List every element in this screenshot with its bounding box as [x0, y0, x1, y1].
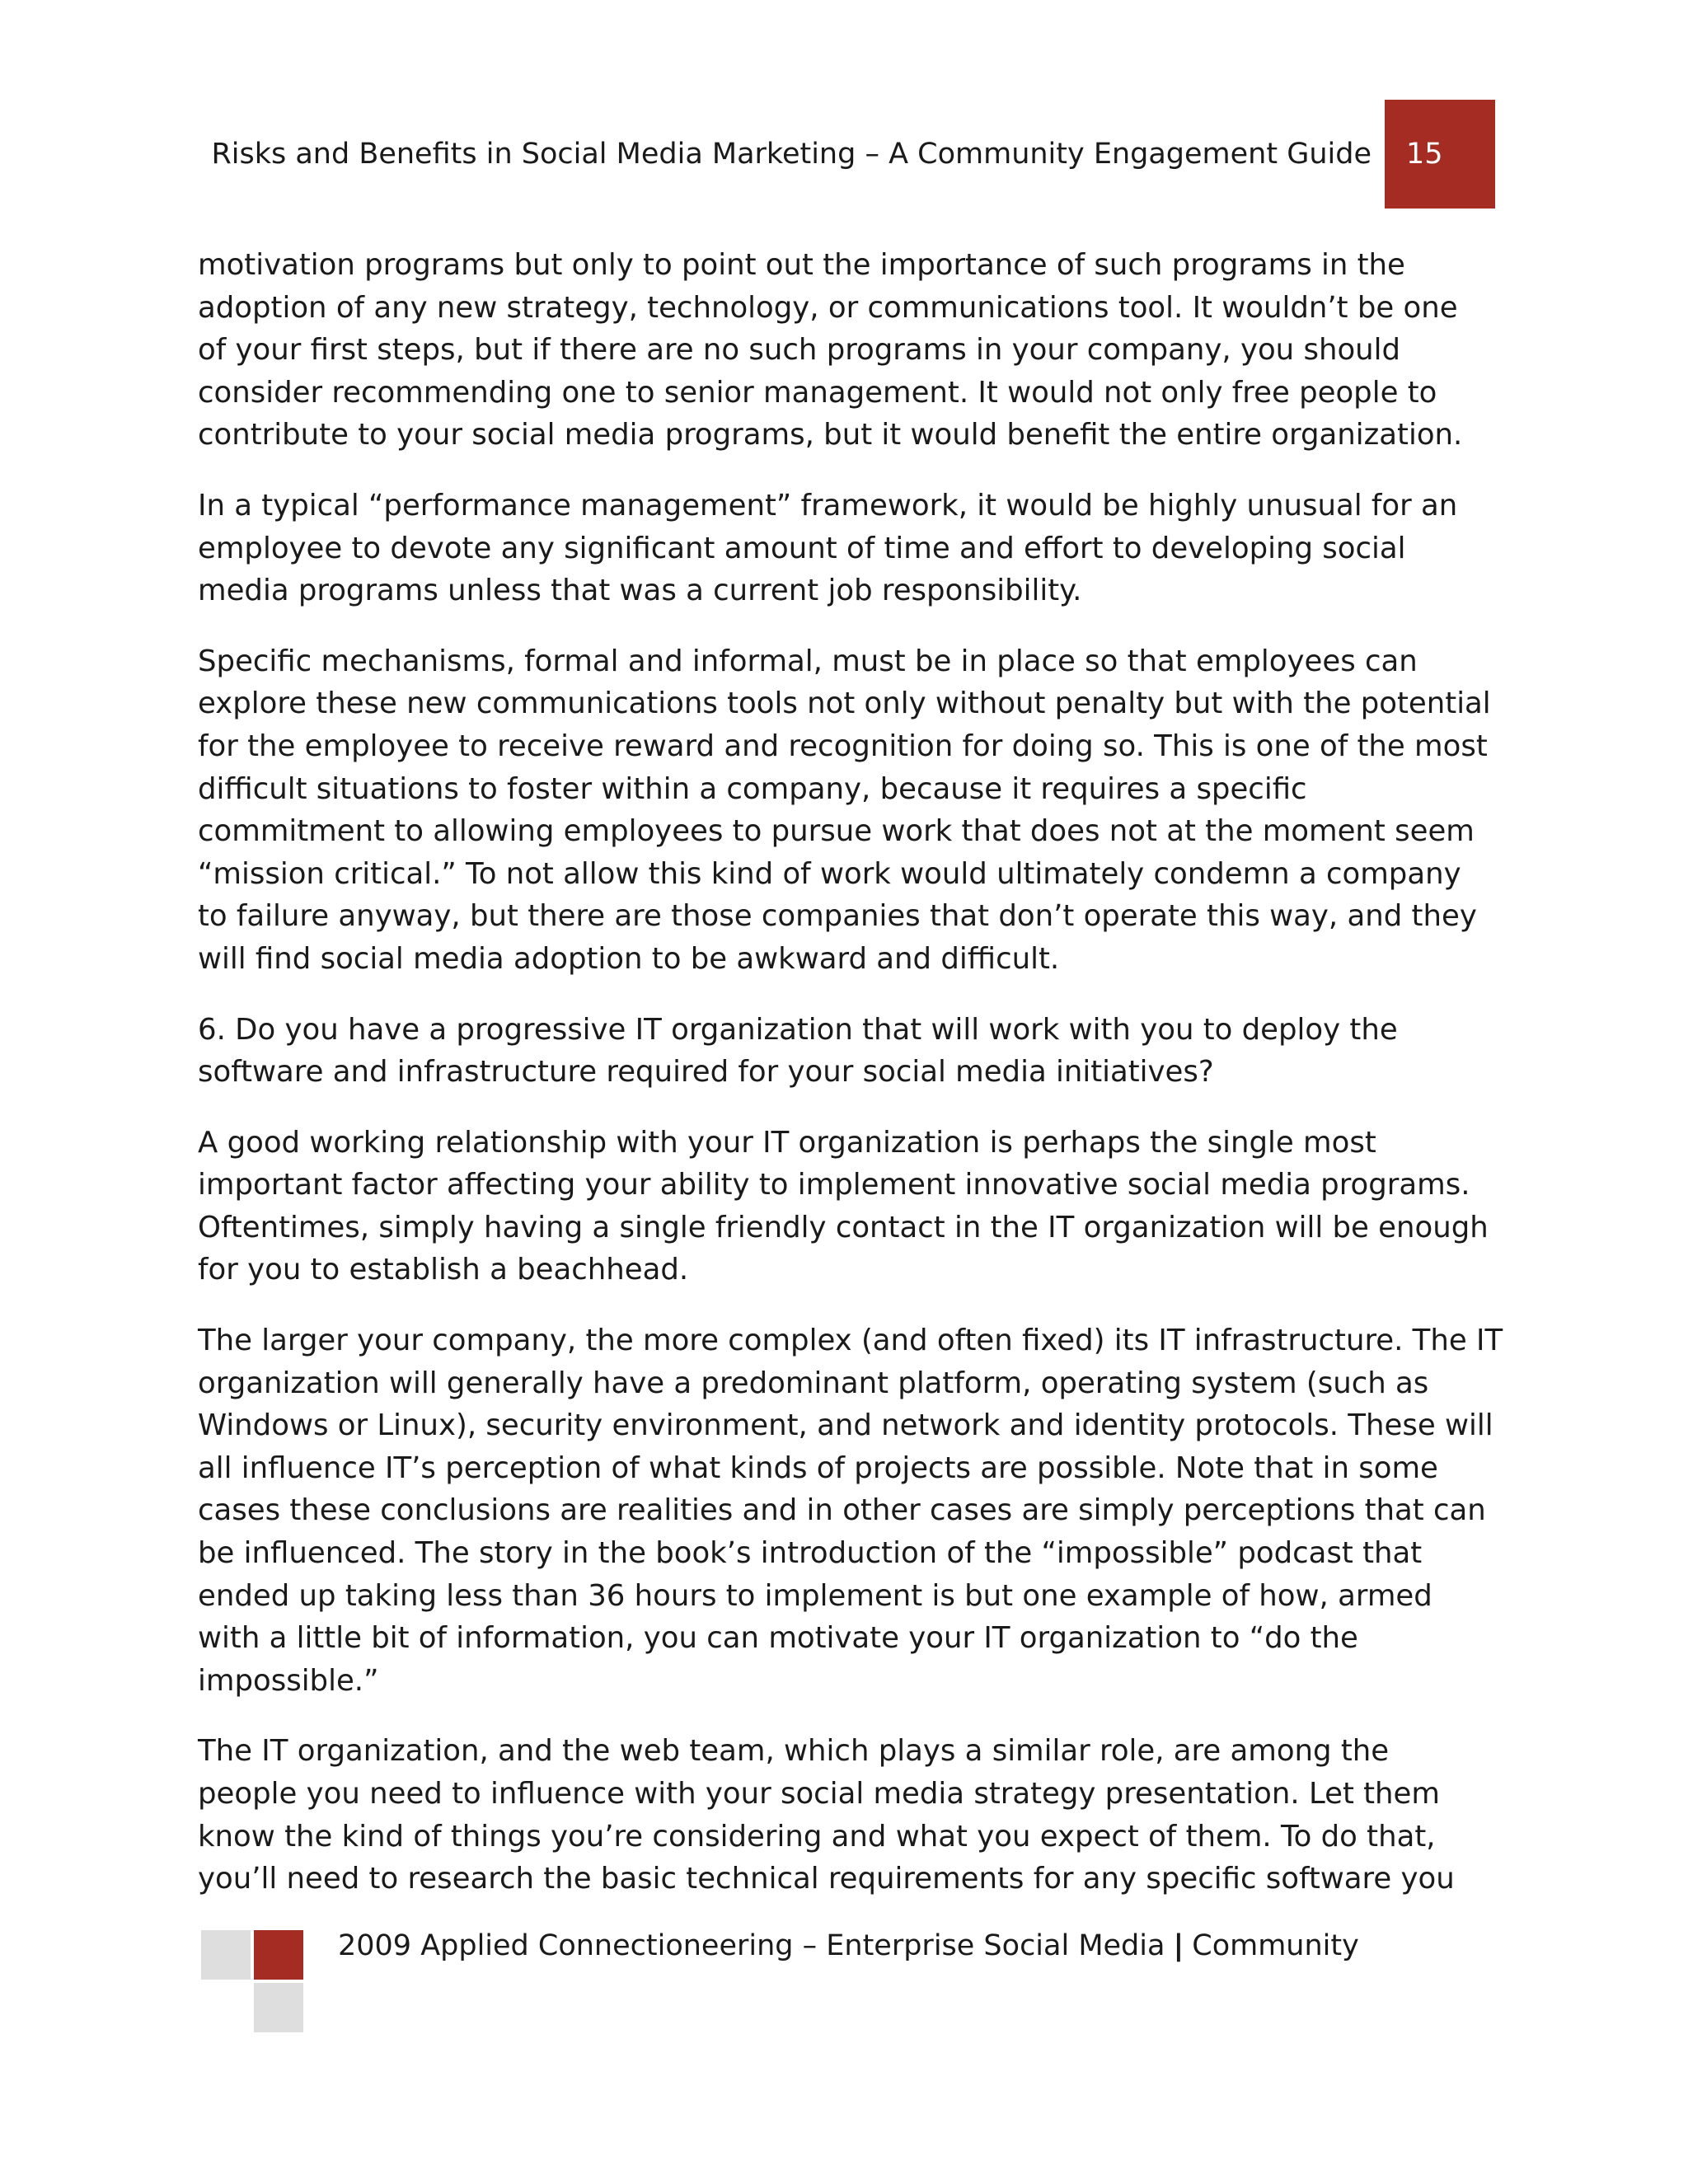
paragraph-line: employee to devote any significant amount of time and effort to developing social — [198, 531, 1406, 565]
paragraph-line: The larger your company, the more complex (and often fixed) its IT infrastructure. The IT — [198, 1324, 1503, 1358]
paragraph-line: will find social media adoption to be awkward and difficult. — [198, 941, 1060, 976]
footer-text — [338, 1928, 1359, 1964]
body-paragraph — [198, 1319, 1503, 1702]
paragraph-line: be influenced. The story in the book’s introduction of the “impossible” podcast that — [198, 1536, 1423, 1571]
page-number-box — [1385, 100, 1495, 209]
body-paragraph — [198, 640, 1500, 981]
footer-section: Community — [1192, 1929, 1359, 1962]
paragraph-line: contribute to your social media programs, but it would benefit the entire organization. — [198, 418, 1463, 452]
page-number: 15 — [1406, 138, 1443, 171]
footer-publication: 2009 Applied Connectioneering – Enterprise Social Media — [338, 1929, 1165, 1962]
paragraph-line: explore these new communications tools not only without penalty but with the potential — [198, 687, 1491, 721]
footer-separator: | — [1173, 1929, 1184, 1962]
paragraph-line: Specific mechanisms, formal and informal, must be in place so that employees can — [198, 644, 1418, 678]
paragraph-line: impossible.” — [198, 1663, 379, 1698]
paragraph-line: to failure anyway, but there are those companies that don’t operate this way, and they — [198, 899, 1477, 934]
body-paragraph — [198, 1122, 1500, 1291]
body-paragraph — [198, 1009, 1500, 1094]
paragraph-line: know the kind of things you’re considering and what you expect of them. To do that, — [198, 1819, 1436, 1854]
body-paragraph — [198, 485, 1500, 612]
paragraph-line: adoption of any new strategy, technology, or communications tool. It wouldn’t be one — [198, 290, 1458, 325]
paragraph-line: motivation programs but only to point out the importance of such programs in the — [198, 248, 1405, 282]
paragraph-line: all influence IT’s perception of what kinds of projects are possible. Note that in some — [198, 1451, 1438, 1485]
paragraph-line: for you to establish a beachhead. — [198, 1253, 689, 1287]
paragraph-line: with a little bit of information, you can motivate your IT organization to “do the — [198, 1621, 1358, 1656]
paragraph-line: for the employee to receive reward and recognition for doing so. This is one of the most — [198, 729, 1488, 763]
footer-square-gray-bottom — [254, 1983, 303, 2032]
body-text — [198, 244, 1503, 1929]
paragraph-line: “mission critical.” To not allow this kind of work would ultimately condemn a company — [198, 856, 1461, 891]
paragraph-line: important factor affecting your ability to implement innovative social media programs. — [198, 1168, 1470, 1202]
paragraph-line: ended up taking less than 36 hours to implement is but one example of how, armed — [198, 1578, 1432, 1613]
paragraph-line: The IT organization, and the web team, which plays a similar role, are among the — [198, 1734, 1390, 1769]
paragraph-line: In a typical “performance management” framework, it would be highly unusual for an — [198, 488, 1458, 523]
paragraph-line: organization will generally have a predominant platform, operating system (such as — [198, 1366, 1429, 1400]
header-title: Risks and Benefits in Social Media Marketing – A Community Engagement Guide — [211, 138, 1372, 171]
paragraph-line: difficult situations to foster within a company, because it requires a specific — [198, 771, 1307, 806]
paragraph-line: cases these conclusions are realities and in other cases are simply perceptions that can — [198, 1493, 1486, 1528]
footer-square-red — [254, 1930, 303, 1980]
body-paragraph — [198, 244, 1500, 457]
paragraph-line: 6. Do you have a progressive IT organization that will work with you to deploy the — [198, 1012, 1398, 1047]
paragraph-line: you’ll need to research the basic technical requirements for any specific software you — [198, 1862, 1455, 1896]
body-paragraph — [198, 1730, 1500, 1900]
page-header — [0, 0, 1688, 214]
paragraph-line: Windows or Linux), security environment, and network and identity protocols. These will — [198, 1408, 1493, 1443]
paragraph-line: software and infrastructure required for your social media initiatives? — [198, 1055, 1214, 1090]
paragraph-line: Oftentimes, simply having a single friendly contact in the IT organization will be enough — [198, 1210, 1489, 1244]
paragraph-line: media programs unless that was a current job responsibility. — [198, 574, 1082, 608]
paragraph-line: of your first steps, but if there are no such programs in your company, you should — [198, 333, 1401, 368]
paragraph-line: A good working relationship with your IT organization is perhaps the single most — [198, 1125, 1376, 1160]
paragraph-line: people you need to influence with your social media strategy presentation. Let them — [198, 1777, 1440, 1811]
paragraph-line: commitment to allowing employees to pursue work that does not at the moment seem — [198, 814, 1475, 849]
footer-square-gray-left — [201, 1930, 251, 1980]
paragraph-line: consider recommending one to senior management. It would not only free people to — [198, 375, 1437, 410]
